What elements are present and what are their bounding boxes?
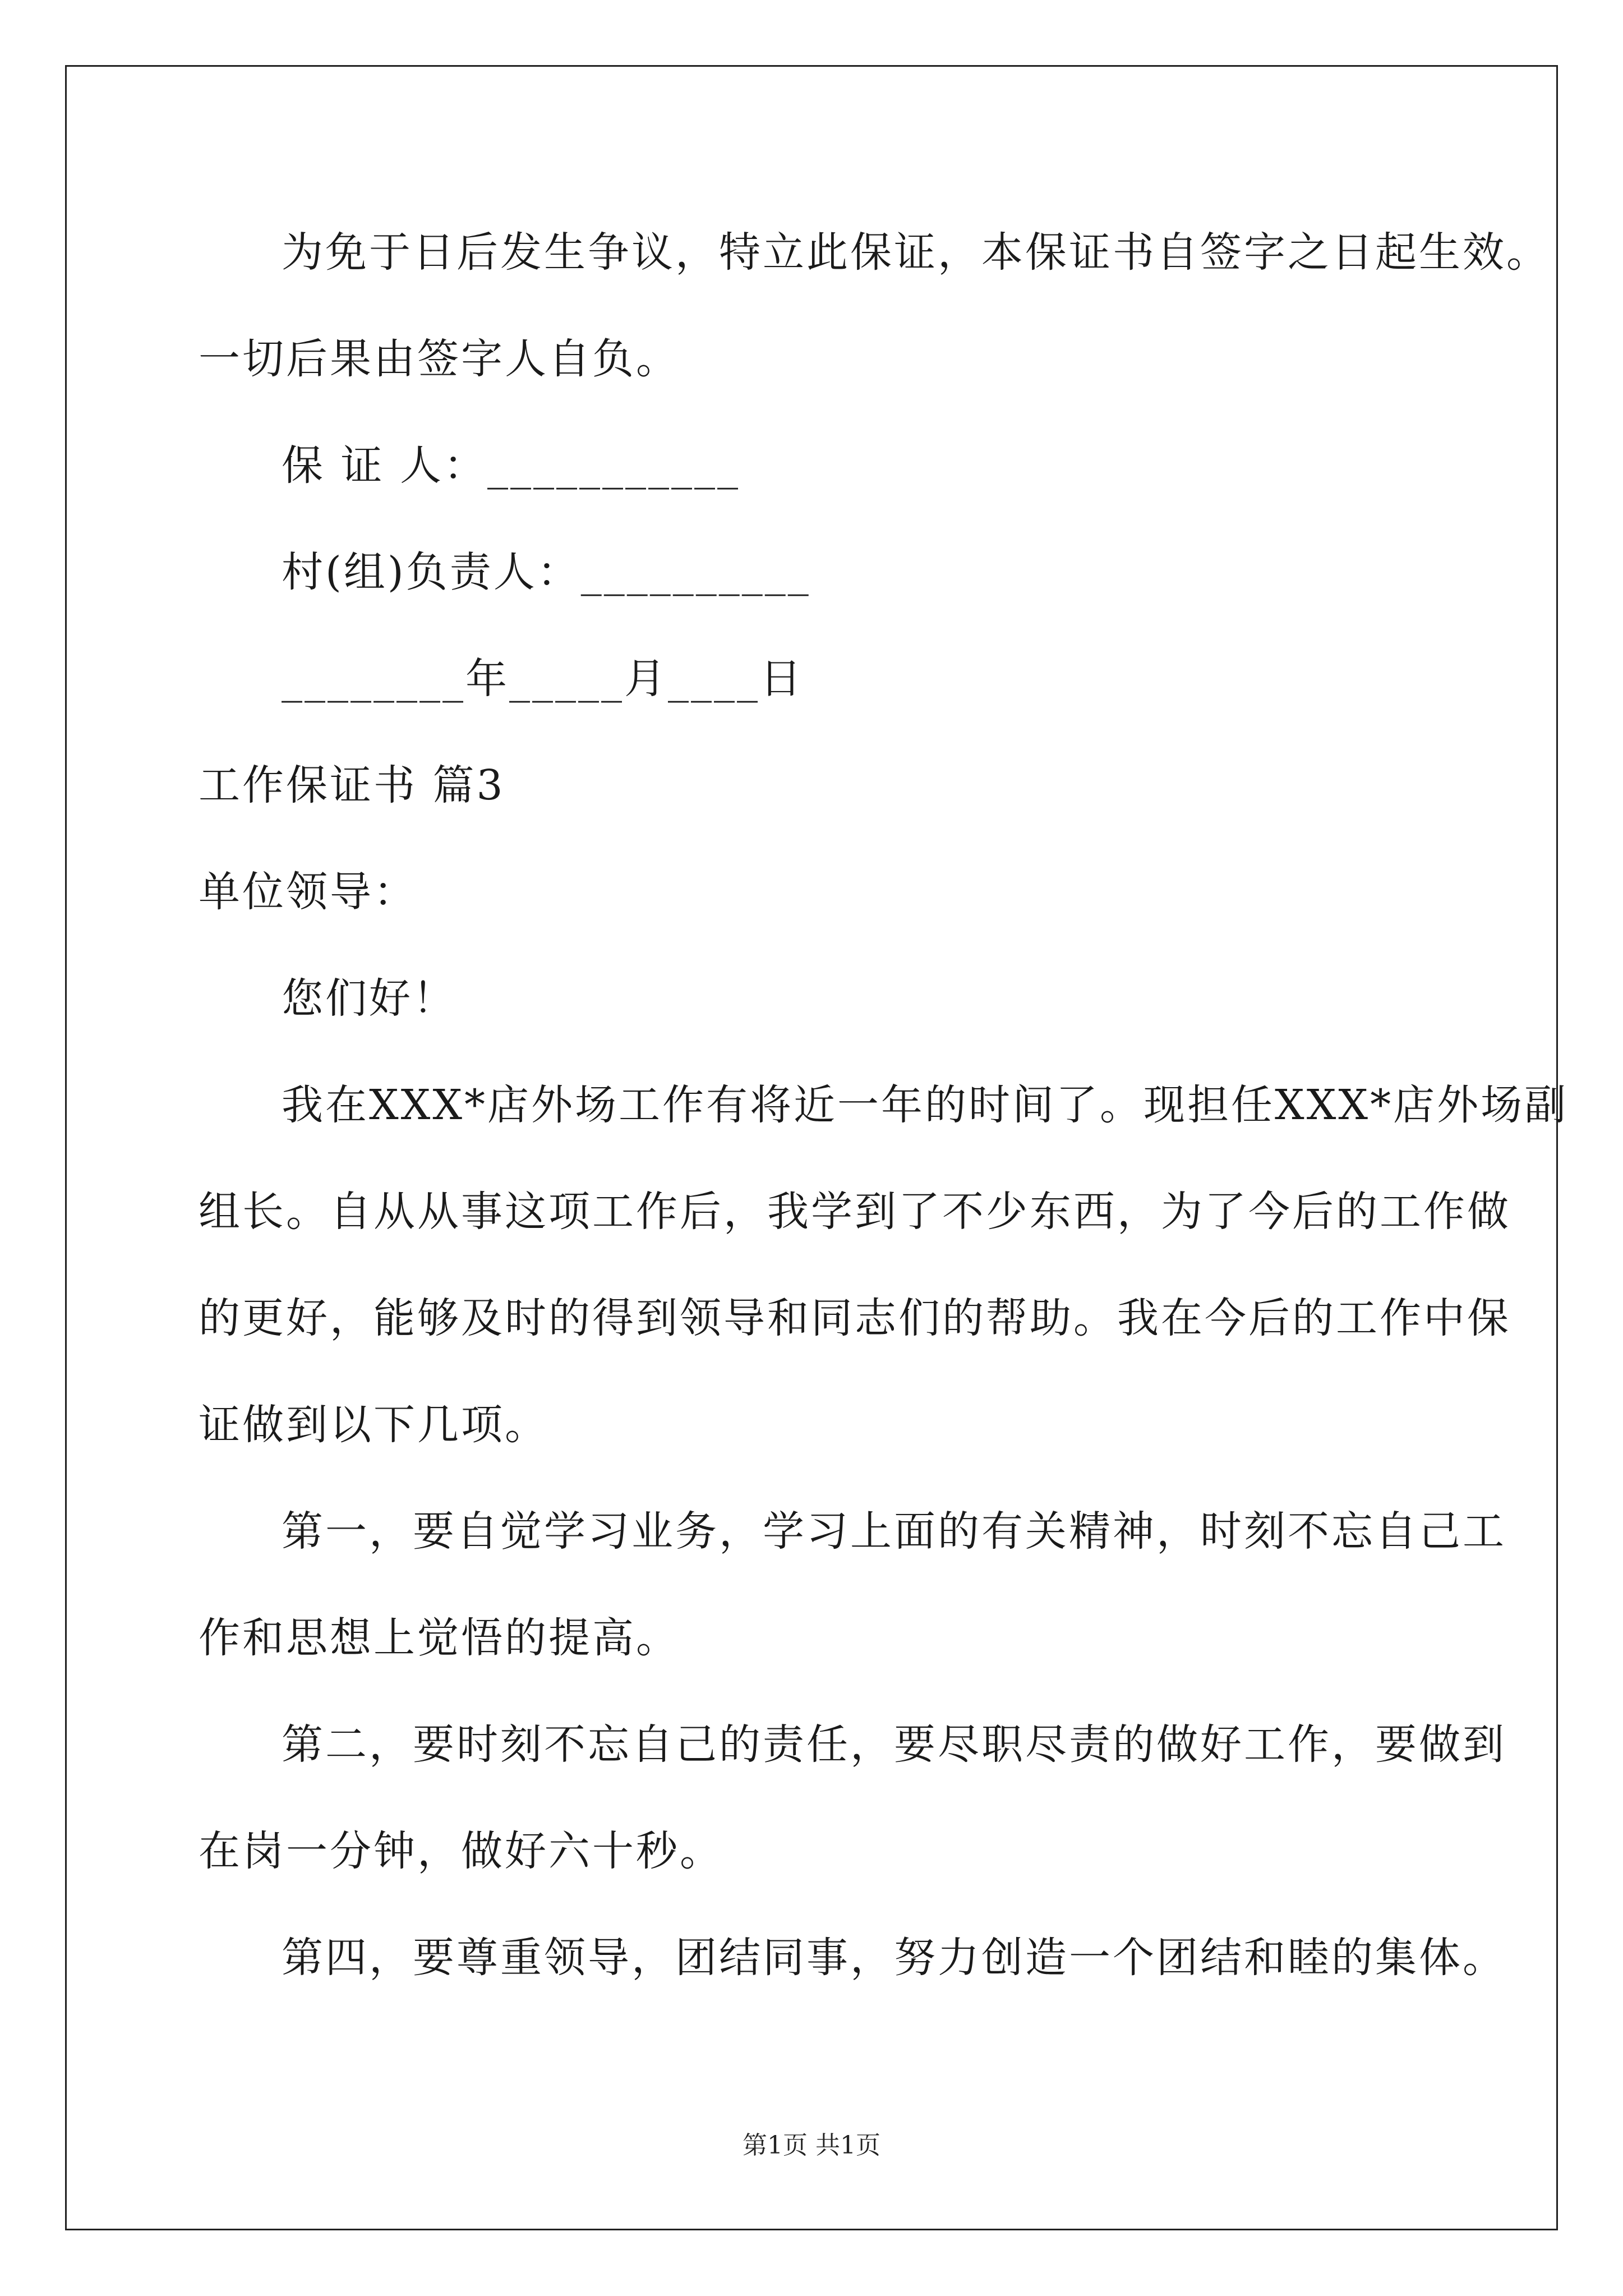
page-footer: 第1页 共1页	[743, 2131, 880, 2160]
salutation: 单位领导：	[199, 868, 417, 916]
paragraph-line: 为免于日后发生争议，特立此保证，本保证书自签字之日起生效。	[282, 228, 1550, 277]
greeting: 您们好！	[282, 974, 457, 1023]
guarantor-signature-line: 保 证 人：___________	[282, 441, 741, 490]
section-heading: 工作保证书 篇3	[199, 761, 505, 809]
paragraph-line: 我在XXX*店外场工作有将近一年的时间了。现担任XXX*店外场副	[282, 1081, 1569, 1129]
date-line: ________年_____月____日	[282, 655, 804, 703]
paragraph-line: 第二，要时刻不忘自己的责任，要尽职尽责的做好工作，要做到	[282, 1720, 1506, 1769]
paragraph-line: 的更好，能够及时的得到领导和同志们的帮助。我在今后的工作中保	[199, 1294, 1511, 1342]
paragraph-line: 第一，要自觉学习业务，学习上面的有关精神，时刻不忘自己工	[282, 1507, 1506, 1556]
paragraph-line: 在岗一分钟，做好六十秒。	[199, 1827, 723, 1875]
paragraph-line: 组长。自从从事这项工作后，我学到了不少东西，为了今后的工作做	[199, 1188, 1511, 1236]
paragraph-line: 作和思想上觉悟的提高。	[199, 1614, 680, 1662]
paragraph-line: 证做到以下几项。	[199, 1401, 548, 1449]
paragraph-line: 一切后果由签字人自负。	[199, 335, 680, 383]
village-head-signature-line: 村(组)负责人：__________	[282, 548, 811, 596]
page-border	[65, 65, 1558, 2230]
paragraph-line: 第四，要尊重领导，团结同事，努力创造一个团结和睦的集体。	[282, 1934, 1506, 1982]
